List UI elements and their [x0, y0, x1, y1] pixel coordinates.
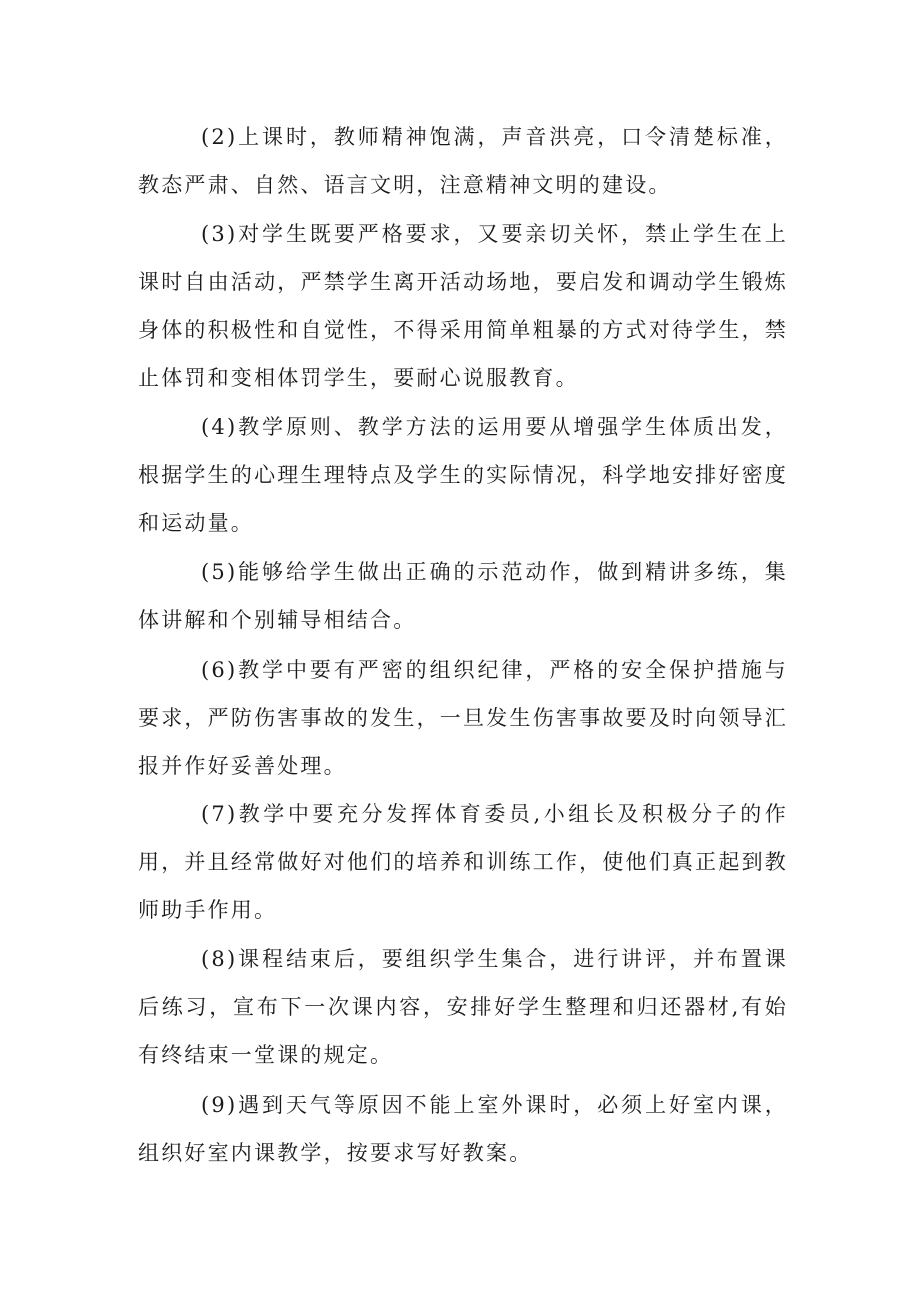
paragraph-item-7: (7)教学中要充分发挥体育委员,小组长及积极分子的作用，并且经常做好对他们的培养和训练工作，使他们真正起到教师助手作用。: [138, 802, 788, 922]
paragraph-item-3: (3)对学生既要严格要求，又要亲切关怀，禁止学生在上课时自由活动，严禁学生离开活动场地，要启发和调动学生锻炼身体的积极性和自觉性，不得采用简单粗暴的方式对待学生，禁止体罚和变相体罚学生，要耐心说服教育。: [138, 222, 788, 390]
paragraph-item-2: (2)上课时，教师精神饱满，声音洪亮，口令清楚标准，教态严肃、自然、语言文明，注意精神文明的建设。: [138, 125, 788, 197]
paragraph-item-8: (8)课程结束后，要组织学生集合，进行讲评，并布置课后练习，宣布下一次课内容，安排好学生整理和归还器材,有始有终结束一堂课的规定。: [138, 947, 788, 1067]
paragraph-item-5: (5)能够给学生做出正确的示范动作，做到精讲多练，集体讲解和个别辅导相结合。: [138, 560, 788, 632]
paragraph-item-9: (9)遇到天气等原因不能上室外课时，必须上好室内课，组织好室内课教学，按要求写好教案。: [138, 1093, 788, 1165]
paragraph-item-6: (6)教学中要有严密的组织纪律，严格的安全保护措施与要求，严防伤害事故的发生，一旦发生伤害事故要及时向领导汇报并作好妥善处理。: [138, 658, 788, 778]
paragraph-item-4: (4)教学原则、教学方法的运用要从增强学生体质出发，根据学生的心理生理特点及学生的实际情况，科学地安排好密度和运动量。: [138, 415, 788, 535]
